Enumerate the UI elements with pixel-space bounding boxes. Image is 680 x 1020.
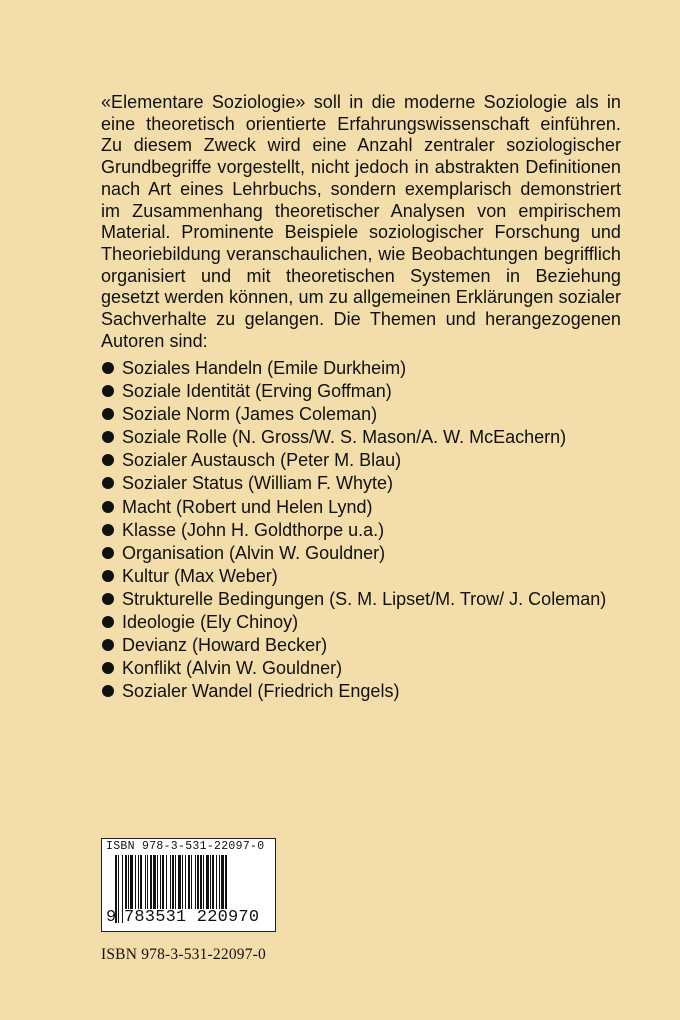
barcode (101, 838, 276, 932)
topic-item: Soziale Rolle (N. Gross/W. S. Mason/A. W. McEachern) (101, 426, 621, 449)
topic-item: Macht (Robert und Helen Lynd) (101, 496, 621, 519)
topic-item: Kultur (Max Weber) (101, 565, 621, 588)
topic-item: Klasse (John H. Goldthorpe u.a.) (101, 519, 621, 542)
barcode-first-digit: 9 (106, 908, 117, 927)
topic-item: Soziale Identität (Erving Goffman) (101, 380, 621, 403)
topic-item: Soziales Handeln (Emile Durkheim) (101, 357, 621, 380)
topic-item: Strukturelle Bedingungen (S. M. Lipset/M. Trow/ J. Coleman) (101, 588, 621, 611)
topic-item: Organisation (Alvin W. Gouldner) (101, 542, 621, 565)
topic-item: Sozialer Status (William F. Whyte) (101, 472, 621, 495)
description-paragraph: «Elementare Soziologie» soll in die moderne Soziologie als in eine theoretisch orientierte Erfahrungswissenschaft einführen. Zu diesem Zweck wird eine Anzahl zentraler soziologischer Grundbegriffe vorgestellt, nicht jedoch in abstrakten Definitionen nach Art eines Lehrbuchs, sondern exemplarisch demonstriert im Zusammenhang theoretischer Analysen von empirischem Material. Prominente Beispiele soziologischer Forschung und Theoriebildung veranschaulichen, wie Beobachtungen begrifflich organisiert und mit theoretischen Systemen in Beziehung gesetzt werden können, um zu allgemeinen Erklärungen sozialer Sachverhalte zu gelangen. Die Themen und herangezogenen Autoren sind: (101, 92, 621, 351)
topic-item: Devianz (Howard Becker) (101, 634, 621, 657)
barcode-stripe (118, 855, 119, 923)
barcode-digits: 783531 220970 (124, 908, 260, 927)
topic-item: Ideologie (Ely Chinoy) (101, 611, 621, 634)
barcode-stripe (122, 855, 123, 923)
isbn-footer: ISBN 978-3-531-22097-0 (101, 946, 266, 963)
topic-item: Sozialer Wandel (Friedrich Engels) (101, 680, 621, 703)
topic-item: Konflikt (Alvin W. Gouldner) (101, 657, 621, 680)
topic-list (101, 357, 621, 703)
topic-item: Soziale Norm (James Coleman) (101, 403, 621, 426)
topic-item: Sozialer Austausch (Peter M. Blau) (101, 449, 621, 472)
barcode-isbn-label: ISBN 978-3-531-22097-0 (106, 840, 265, 853)
description-block (101, 92, 621, 352)
